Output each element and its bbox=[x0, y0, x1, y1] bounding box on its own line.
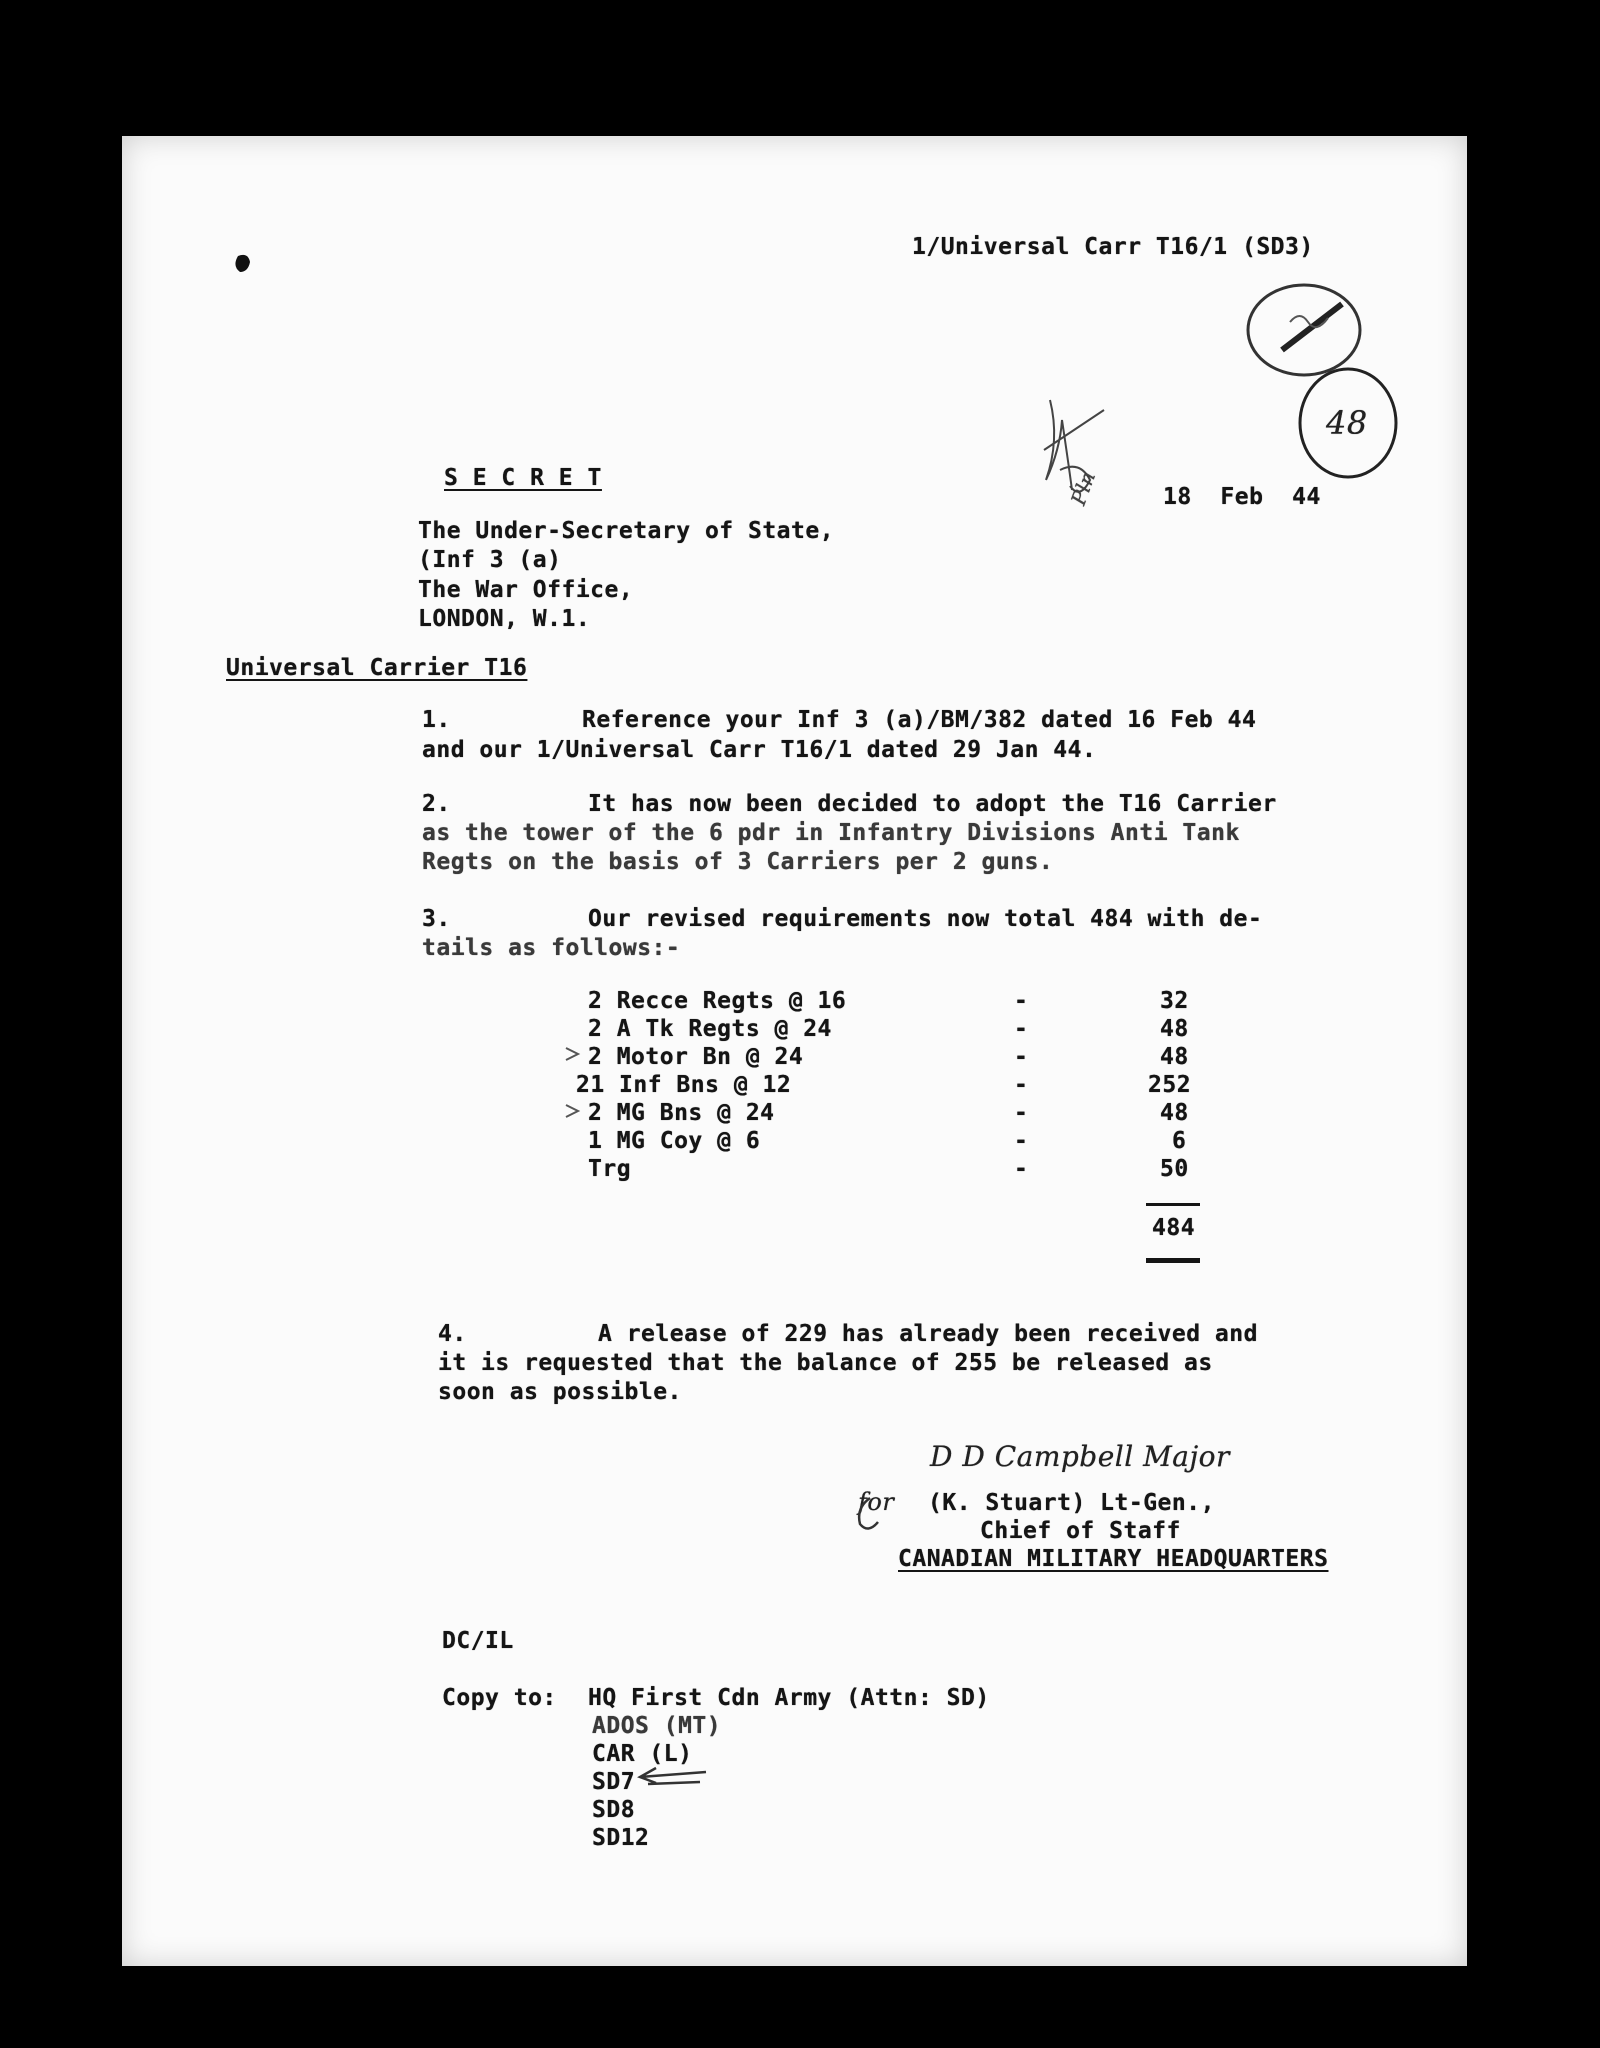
copy-to-item: CAR (L) bbox=[592, 1741, 693, 1767]
row-qty: 32 bbox=[1160, 988, 1189, 1014]
total-rule-top bbox=[1146, 1203, 1200, 1206]
circled-number-text: 48 bbox=[1326, 404, 1368, 442]
row-item: Trg bbox=[588, 1156, 632, 1182]
paragraph-text: Regts on the basis of 3 Carriers per 2 guns. bbox=[422, 849, 1054, 875]
addressee-line: The Under-Secretary of State, bbox=[418, 518, 835, 544]
row-dash: - bbox=[1014, 1016, 1029, 1042]
paragraph-number: 1. bbox=[422, 707, 451, 733]
paragraph-text: Our revised requirements now total 484 with de- bbox=[588, 906, 1263, 932]
addressee-line: LONDON, W.1. bbox=[418, 606, 591, 632]
subject-heading: Universal Carrier T16 bbox=[226, 655, 528, 681]
paragraph-number: 2. bbox=[422, 791, 451, 817]
row-dash: - bbox=[1014, 1156, 1029, 1182]
row-qty: 48 bbox=[1160, 1016, 1189, 1042]
signature-per: for bbox=[858, 1488, 895, 1516]
letter-date: 18 Feb 44 bbox=[1163, 484, 1321, 510]
copy-to-item: ADOS (MT) bbox=[592, 1713, 722, 1739]
copy-to-item: SD7 bbox=[592, 1769, 636, 1795]
row-qty: 48 bbox=[1160, 1100, 1189, 1126]
handwritten-signature: D D Campbell Major bbox=[930, 1440, 1230, 1473]
row-dash: - bbox=[1014, 1044, 1029, 1070]
margin-initials: Pln bbox=[1066, 467, 1101, 509]
paragraph-number: 3. bbox=[422, 906, 451, 932]
row-item: 21 Inf Bns @ 12 bbox=[576, 1072, 792, 1098]
row-dash: - bbox=[1014, 1128, 1029, 1154]
row-dash: - bbox=[1014, 988, 1029, 1014]
row-item: 2 Recce Regts @ 16 bbox=[588, 988, 847, 1014]
paragraph-text: as the tower of the 6 pdr in Infantry Divisions Anti Tank bbox=[422, 820, 1240, 846]
copy-to-item: SD12 bbox=[592, 1825, 650, 1851]
paragraph-text: A release of 229 has already been received and bbox=[598, 1321, 1258, 1347]
reference-initials: DC/IL bbox=[442, 1628, 514, 1654]
copy-to-item: HQ First Cdn Army (Attn: SD) bbox=[588, 1685, 990, 1711]
paragraph-text: and our 1/Universal Carr T16/1 dated 29 Jan 44. bbox=[422, 737, 1097, 763]
file-reference: 1/Universal Carr T16/1 (SD3) bbox=[912, 234, 1314, 260]
addressee-line: (Inf 3 (a) bbox=[418, 547, 562, 573]
signatory-organisation: CANADIAN MILITARY HEADQUARTERS bbox=[898, 1546, 1329, 1572]
paragraph-text: soon as possible. bbox=[438, 1379, 682, 1405]
total-rule-bottom bbox=[1146, 1258, 1200, 1263]
total-value: 484 bbox=[1152, 1215, 1196, 1241]
row-item: 1 MG Coy @ 6 bbox=[588, 1128, 761, 1154]
row-dash: - bbox=[1014, 1072, 1029, 1098]
copy-to-label: Copy to: bbox=[442, 1685, 557, 1711]
row-dash: - bbox=[1014, 1100, 1029, 1126]
addressee-line: The War Office, bbox=[418, 577, 634, 603]
row-qty: 252 bbox=[1148, 1072, 1192, 1098]
row-qty: 48 bbox=[1160, 1044, 1189, 1070]
row-item: 2 Motor Bn @ 24 bbox=[588, 1044, 804, 1070]
signatory-title: Chief of Staff bbox=[980, 1518, 1181, 1544]
row-item: 2 A Tk Regts @ 24 bbox=[588, 1016, 832, 1042]
row-item: 2 MG Bns @ 24 bbox=[588, 1100, 775, 1126]
paragraph-number: 4. bbox=[438, 1321, 467, 1347]
row-qty: 6 bbox=[1172, 1128, 1187, 1154]
signatory-name: (K. Stuart) Lt-Gen., bbox=[928, 1490, 1215, 1516]
classification-heading: S E C R E T bbox=[444, 465, 602, 491]
copy-to-item: SD8 bbox=[592, 1797, 636, 1823]
row-qty: 50 bbox=[1160, 1156, 1189, 1182]
paragraph-text: tails as follows:- bbox=[422, 935, 681, 961]
paragraph-text: it is requested that the balance of 255 be released as bbox=[438, 1350, 1213, 1376]
paragraph-text: It has now been decided to adopt the T16 Carrier bbox=[588, 791, 1277, 817]
paragraph-text: Reference your Inf 3 (a)/BM/382 dated 16 Feb 44 bbox=[582, 707, 1257, 733]
